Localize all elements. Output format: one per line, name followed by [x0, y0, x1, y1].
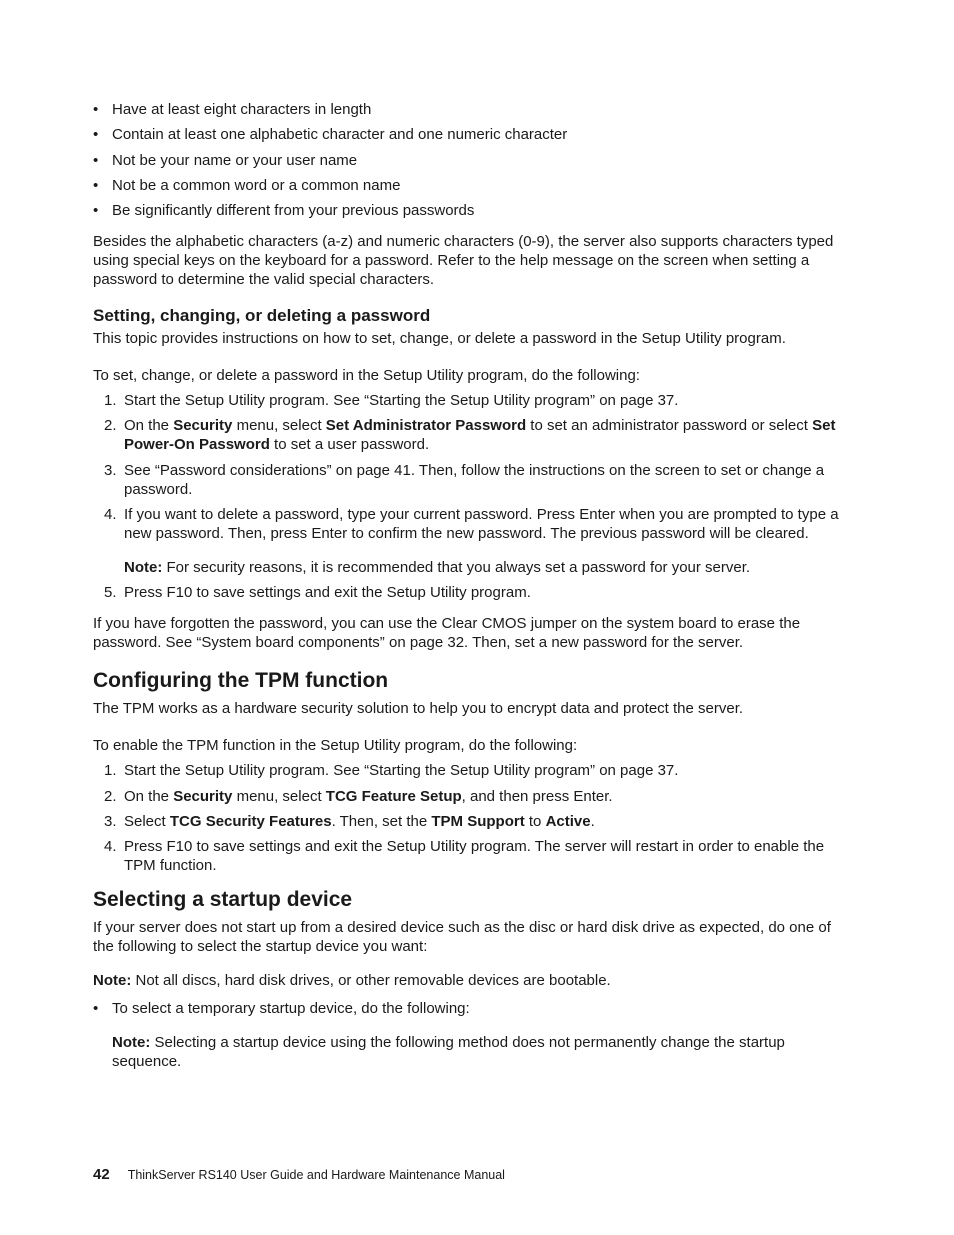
- special-characters-paragraph: Besides the alphabetic characters (a-z) and numeric characters (0-9), the server also supports characters typed using special keys on the keyboard for a password. Refer to the help message on the screen when setting a password to determine the valid special characters.: [93, 233, 834, 289]
- document-title: ThinkServer RS140 User Guide and Hardware Maintenance Manual: [127, 1168, 505, 1182]
- section-heading-tpm: Configuring the TPM function: [93, 669, 389, 693]
- list-item: • Contain at least one alphabetic character and one numeric character: [93, 125, 853, 144]
- temporary-startup-note: Note: Selecting a startup device using the following method does not permanently change the startup sequence.: [112, 1034, 785, 1071]
- password-steps: [93, 391, 853, 602]
- tpm-lead: To enable the TPM function in the Setup Utility program, do the following:: [93, 737, 578, 755]
- page-number: 42: [93, 1166, 110, 1183]
- list-item: 2. On the Security menu, select TCG Feature Setup, and then press Enter.: [104, 787, 613, 805]
- list-item: 3. See “Password considerations” on page 41. Then, follow the instructions on the screen to set or change a password.: [104, 461, 825, 498]
- list-item: 4. Press F10 to save settings and exit the Setup Utility program. The server will restart in order to enable the TPM function.: [104, 838, 825, 875]
- list-item: 1. Start the Setup Utility program. See “Starting the Setup Utility program” on page 37.: [104, 392, 679, 410]
- forgot-password-paragraph: If you have forgotten the password, you can use the Clear CMOS jumper on the system board to erase the password. See “System board components” on page 32. Then, set a new password for the server.: [93, 615, 801, 652]
- list-item: 3. Select TCG Security Features. Then, set the TPM Support to Active.: [104, 812, 595, 830]
- page-content: [93, 100, 853, 1071]
- security-note: Note: For security reasons, it is recommended that you always set a password for your server.: [124, 559, 751, 577]
- list-item: 1. Start the Setup Utility program. See “Starting the Setup Utility program” on page 37.: [104, 762, 679, 780]
- tpm-intro: The TPM works as a hardware security solution to help you to encrypt data and protect the server.: [93, 700, 744, 718]
- list-item: 2. On the Security menu, select Set Administrator Password to set an administrator password or select Set Power-On Password to set a user password.: [104, 417, 836, 454]
- section-heading-password: Setting, changing, or deleting a password: [93, 306, 431, 326]
- list-item: 5. Press F10 to save settings and exit the Setup Utility program.: [104, 584, 531, 602]
- list-item: • Be significantly different from your previous passwords: [93, 201, 853, 220]
- list-item: • Not be your name or your user name: [93, 151, 853, 170]
- startup-note: Note: Not all discs, hard disk drives, or other removable devices are bootable.: [93, 972, 611, 990]
- startup-intro: If your server does not start up from a desired device such as the disc or hard disk drive as expected, do one of the following to select the startup device you want:: [93, 919, 831, 956]
- startup-options-list: [93, 999, 853, 1071]
- password-lead: To set, change, or delete a password in the Setup Utility program, do the following:: [93, 367, 640, 385]
- list-item: • Have at least eight characters in length: [93, 100, 853, 119]
- password-intro: This topic provides instructions on how to set, change, or delete a password in the Setup Utility program.: [93, 330, 786, 348]
- section-heading-startup: Selecting a startup device: [93, 888, 353, 912]
- list-item: • To select a temporary startup device, do the following: Note: Selecting a startup device using the following method does not permanently change the startup sequence.: [93, 999, 853, 1071]
- tpm-steps: [93, 761, 853, 875]
- password-rules-list: [93, 100, 853, 220]
- list-item: • Not be a common word or a common name: [93, 176, 853, 195]
- list-item: 4. If you want to delete a password, type your current password. Press Enter when you are prompted to type a new password. Then, press Enter to confirm the new password. The previous password will be cleared. Note: For security reasons, it is recommended that you always set a password for your server.: [93, 505, 853, 577]
- page-footer: [93, 1166, 505, 1184]
